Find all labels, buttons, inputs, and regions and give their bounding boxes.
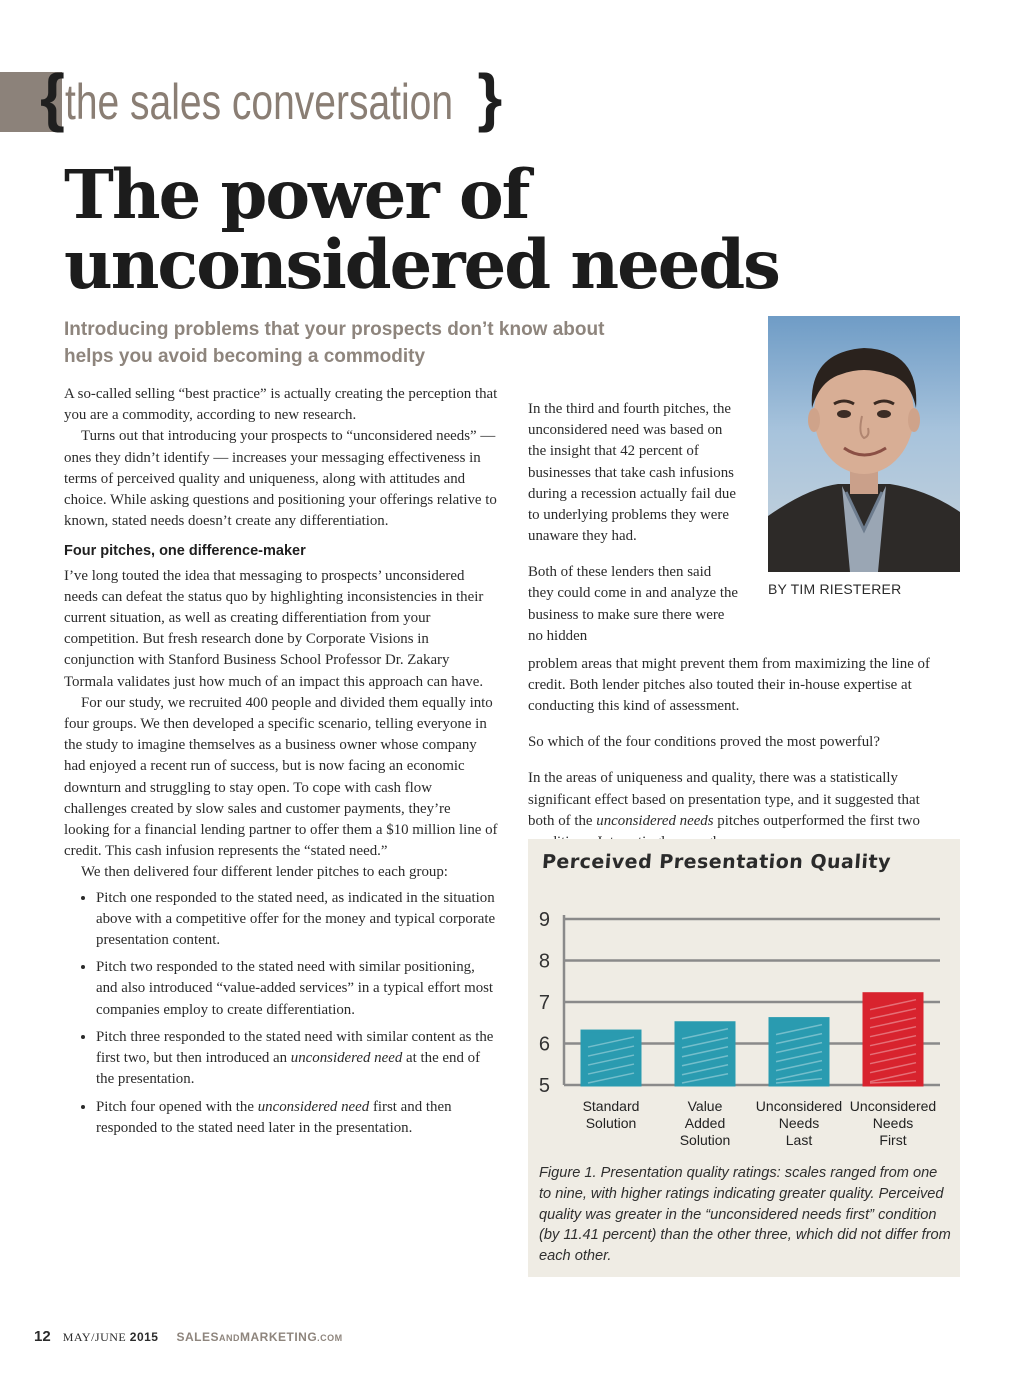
body-paragraph: I’ve long touted the idea that messaging to prospects’ unconsidered needs can defeat the status quo by highlighting inconsistencies in their current situation, as well as creating differentiation from your competition. But fresh research done by Corporate Visions in conjunction with Stanford Business School Professor Dr. Zakary Tormala validates just how much of an impact this approach can have. (64, 567, 484, 690)
x-tick-label: Needs (872, 1115, 914, 1131)
list-item: • Pitch three responded to the stated need with similar content as the first two, but then introduced an unconsidered need at the end of the presentation. (96, 1027, 498, 1091)
list-item: • Pitch four opened with the unconsidered need first and then responded to the stated need later in the presentation. (96, 1097, 498, 1139)
right-column-top (528, 384, 740, 662)
x-tick-label: Standard (582, 1098, 640, 1114)
section-label (40, 61, 503, 140)
bar-chart (528, 839, 960, 1159)
x-tick-label: Value (687, 1098, 723, 1114)
list-item: • Pitch two responded to the stated need with similar positioning, and also introduced “value-added services” in a typical effort most companies employ to create differentiation. (96, 957, 498, 1021)
site-url: SALESANDMARKETING.COM (176, 1330, 343, 1344)
x-tick-label: First (879, 1132, 907, 1148)
x-tick-label: Solution (585, 1115, 637, 1131)
body-paragraph: In the areas of uniqueness and quality, there was a statistically significant effect based on presentation type, and it suggested that both of the unconsidered needs pitches outperformed the first two (528, 770, 920, 829)
left-column (64, 384, 498, 1145)
close-bracket: } (477, 61, 503, 133)
x-tick-label: Solution (679, 1132, 731, 1148)
body-paragraph: problem areas that might prevent them from maximizing the line of credit. Both lender pitches also touted their in-house expertise at conducting this kind of assessment. (528, 655, 930, 715)
chart-title: Perceived Presentation Quality (541, 851, 892, 873)
y-tick-label: 5 (538, 1075, 550, 1097)
y-tick-label: 7 (538, 992, 550, 1014)
y-tick-label: 8 (538, 950, 550, 973)
right-column-bottom (528, 639, 948, 868)
x-tick-label: Last (785, 1132, 813, 1148)
body-paragraph: We then delivered four different lender pitches to each group: (81, 864, 448, 881)
bar (770, 1019, 828, 1085)
headline-line-2: unconsidered needs (64, 225, 779, 304)
y-tick-label: 6 (538, 1033, 550, 1056)
author-byline: BY TIM RIESTERER (768, 581, 902, 597)
open-bracket: { (40, 61, 65, 133)
pitch-list (64, 888, 498, 1139)
figure-caption: Figure 1. Presentation quality ratings: scales ranged from one to nine, with higher ratings indicating greater quality. Perceived quality was greater in the “unconsidered needs first” condition (by 11.41 percent) than the other three, which did not differ from each other. (539, 1165, 951, 1265)
body-paragraph: Both of these lenders then said they could come in and analyze the business to make sure there were no hidden (528, 564, 739, 644)
body-paragraph: So which of the four conditions proved the most powerful? (528, 734, 880, 751)
deck-line-1: Introducing problems that your prospects don’t know about (64, 319, 605, 340)
page-number: 12 (34, 1328, 51, 1345)
deck-subtitle (64, 316, 684, 370)
body-paragraph: A so-called selling “best practice” is actually creating the perception that you are a commodity, according to new research. (64, 386, 498, 424)
x-tick-label: Unconsidered (755, 1098, 843, 1114)
list-item: • Pitch one responded to the stated need, as indicated in the situation above with a competitive offer for the money and typical corporate presentation content. (96, 888, 498, 952)
author-photo (768, 316, 960, 572)
deck-line-2: helps you avoid becoming a commodity (64, 346, 426, 367)
author-portrait-illustration (768, 316, 960, 572)
page-footer (34, 1328, 343, 1345)
bar (676, 1023, 734, 1085)
body-paragraph: For our study, we recruited 400 people and divided them equally into four groups. We then developed a specific scenario, telling everyone in the study to imagine themselves as a business owner whose company had enjoyed a recent run of success, but is now facing an economic downturn and struggling to stay open. To cope with cash flow challenges created by slow sales and customer payments, they’re looking for a financial lending partner to offer them a $10 million line of credit. This cash infusion represents the “stated need.” (64, 694, 498, 860)
issue-date: MAY/JUNE 2015 (62, 1330, 159, 1344)
chart-panel (528, 839, 960, 1277)
bar (864, 994, 922, 1085)
x-tick-label: Needs (778, 1115, 820, 1131)
body-paragraph: Turns out that introducing your prospects to “unconsidered needs” — ones they didn’t identify — increases your messaging effectiveness in terms of perceived quality and uniqueness, along with attitudes and choice. While asking questions and positioning your offerings relative to known, stated needs doesn’t create any differentiation. (64, 428, 497, 530)
y-tick-label: 9 (538, 909, 550, 931)
section-subhead: Four pitches, one difference-maker (64, 543, 306, 560)
page-title (64, 155, 824, 304)
headline-line-1: The power of (64, 155, 529, 234)
x-tick-label: Unconsidered (849, 1098, 937, 1114)
x-tick-label: Added (684, 1115, 726, 1131)
section-label-text: the sales conversation (64, 74, 453, 130)
body-paragraph: In the third and fourth pitches, the unconsidered need was based on the insight that 42 percent of businesses that take cash infusions during a recession actually fail due to underlying problems they were unaware they had. (528, 400, 736, 545)
bar (582, 1031, 640, 1085)
